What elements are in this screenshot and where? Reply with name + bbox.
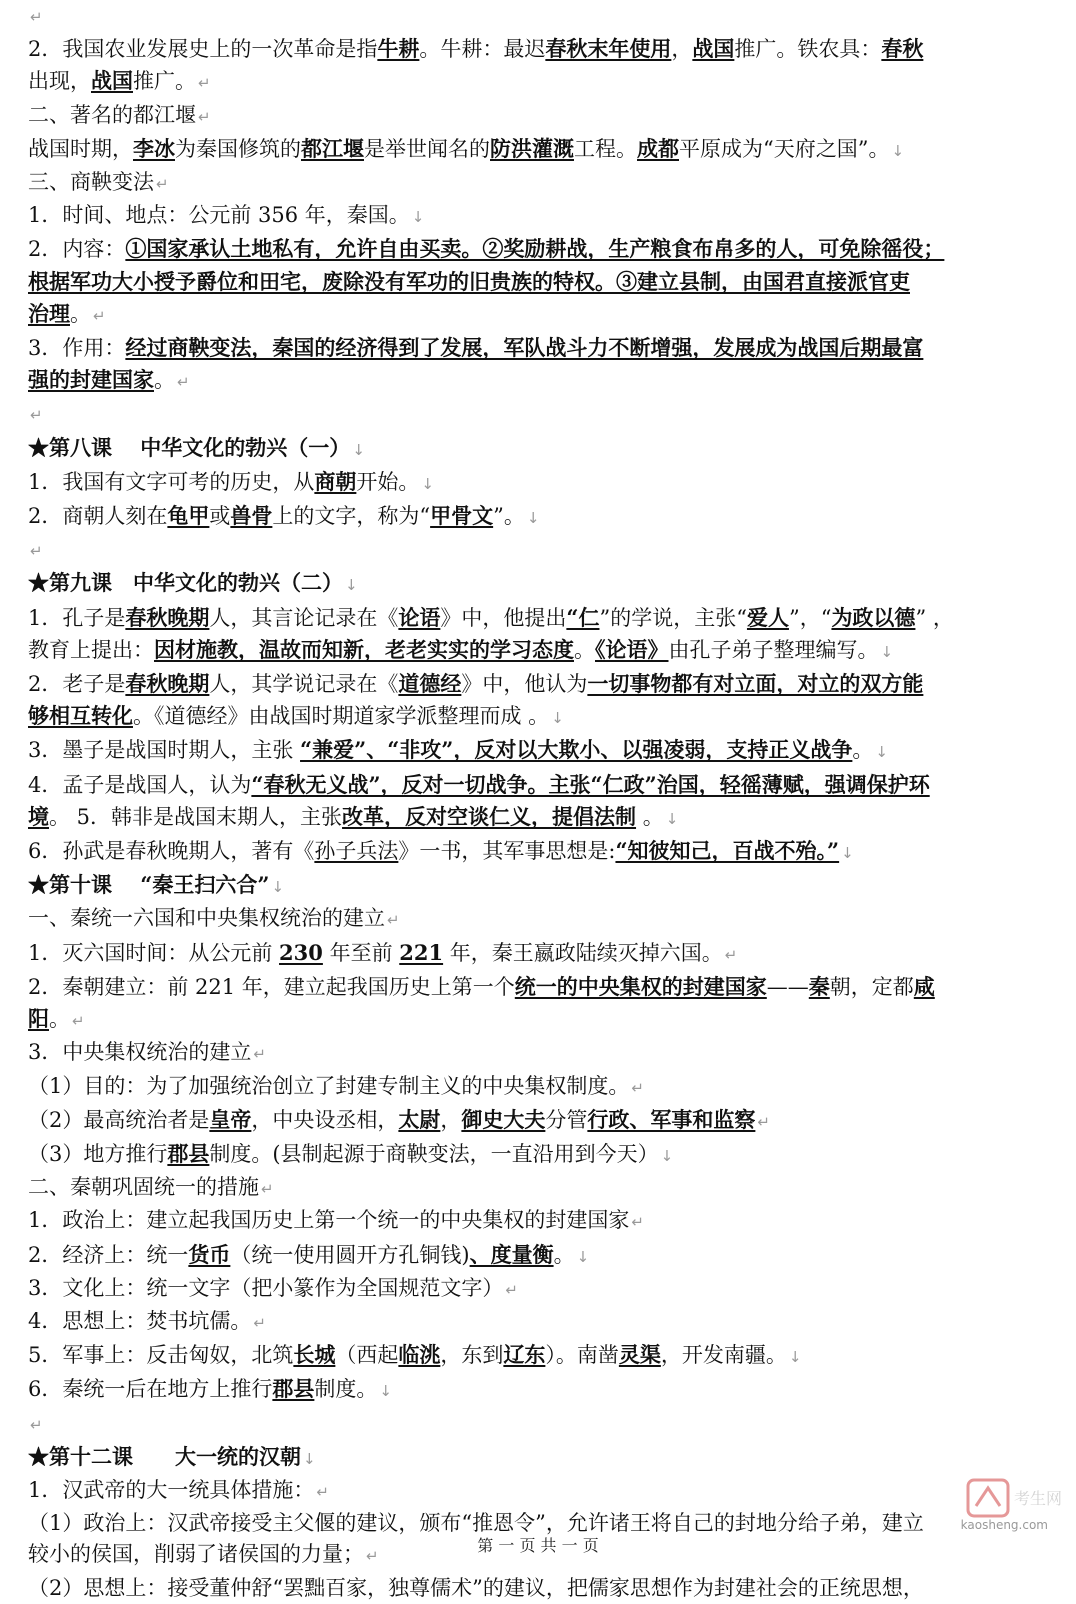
text-run: 制度。	[314, 1377, 378, 1402]
paragraph-mark: ↵	[72, 1012, 85, 1031]
text-run: 推广。	[133, 69, 196, 94]
text-run: 4．思想上：焚书坑儒。	[28, 1308, 252, 1333]
text-run: 2．内容：	[28, 237, 126, 262]
paragraph-mark: ↓	[352, 440, 365, 459]
text-line	[28, 1475, 1058, 1508]
paragraph-mark: ↵	[30, 1415, 43, 1434]
text-run: （统一使用圆开方孔铜钱)	[230, 1242, 470, 1267]
paragraph-mark: ↓	[841, 844, 854, 863]
emphasized-text: ①国家承认土地私有，允许自由买卖。②奖励耕战，生产粮食布帛多的人，可免除徭役；	[125, 236, 945, 262]
paragraph-mark: ↵	[177, 373, 190, 392]
text-run: 6．孙武是春秋晚期人，著有《	[28, 839, 315, 864]
text-line	[28, 567, 1058, 601]
emphasized-text: 防洪灌溉	[490, 135, 574, 161]
text-run: 2．商朝人刻在	[28, 504, 168, 529]
emphasized-text: 230	[279, 939, 323, 965]
text-run: 或	[209, 504, 231, 529]
text-run: 。	[49, 1007, 70, 1032]
text-run: 3．中央集权统治的建立	[28, 1040, 252, 1065]
text-line	[28, 364, 1058, 398]
text-run: 由孔子弟子整理编写。	[668, 637, 879, 662]
line-content	[28, 1074, 629, 1098]
text-run: （2）思想上：接受董仲舒“罢黜百家，独尊儒术”的建议，把儒家思想作为封建社会的正统思想，	[28, 1575, 924, 1600]
paragraph-mark: ↵	[631, 1078, 644, 1097]
line-content	[28, 773, 930, 797]
line-content	[28, 1377, 377, 1401]
paragraph-mark: ↵	[757, 1112, 770, 1131]
paragraph-mark: ↵	[253, 1045, 266, 1064]
text-run: 一、秦统一六国和中央集权统治的建立	[28, 906, 385, 931]
text-line	[28, 1239, 1058, 1273]
text-run: ”，“	[788, 605, 832, 630]
emphasized-text: 论语	[398, 604, 441, 630]
emphasized-text: 够相互转化	[28, 703, 133, 729]
emphasized-text: 御史大夫	[461, 1106, 546, 1132]
watermark-logo	[966, 1476, 1063, 1520]
paragraph-mark: ↵	[261, 1180, 274, 1199]
text-run: 。	[574, 637, 595, 662]
text-line	[28, 133, 1058, 167]
line-content	[28, 805, 664, 829]
text-line	[28, 1104, 1058, 1138]
text-line	[28, 298, 1058, 332]
text-run: 。	[553, 1242, 575, 1267]
text-run: ”。	[493, 504, 525, 529]
emphasized-text: ★第十二课 大一统的汉朝	[28, 1443, 301, 1469]
text-run: ，东到	[440, 1343, 504, 1368]
text-run: 。牛耕：最迟	[419, 37, 546, 62]
emphasized-text: 兽骨	[230, 503, 273, 529]
text-run: 二、著名的都江堰	[28, 102, 196, 127]
text-line	[28, 1071, 1058, 1104]
line-content	[28, 1343, 787, 1367]
emphasized-text: 统一的中央集权的封建国家	[514, 973, 767, 999]
line-content	[28, 1007, 70, 1031]
paragraph-mark: ↵	[253, 1313, 266, 1332]
paragraph-mark: ↵	[30, 406, 43, 425]
text-line	[28, 233, 1048, 265]
text-line	[28, 1003, 1058, 1037]
emphasized-text: 太尉	[398, 1106, 441, 1132]
emphasized-text: “知彼知己，百战不殆。”	[615, 838, 840, 864]
emphasized-text: 治理	[28, 300, 70, 326]
emphasized-text: 灵渠	[618, 1342, 661, 1368]
text-line	[28, 700, 1058, 734]
paragraph-mark: ↓	[303, 1449, 316, 1468]
emphasized-text: 秦	[808, 973, 830, 999]
emphasized-text: 爱人	[746, 604, 789, 630]
text-run: 出现，	[28, 69, 91, 94]
text-run: ，	[440, 1107, 462, 1132]
emphasized-text: 根据军功大小授予爵位和田宅，废除没有军功的旧贵族的特权。③建立县制，由国君直接派官吏	[28, 268, 910, 294]
text-run: 6．秦统一后在地方上推行	[28, 1377, 273, 1402]
line-content	[28, 1142, 659, 1166]
text-line	[28, 534, 1058, 567]
text-run: 制度。(县制起源于商鞅变法，一直沿用到今天）	[209, 1141, 659, 1166]
paragraph-mark: ↵	[724, 945, 738, 964]
paragraph-mark: ↓	[526, 509, 540, 528]
line-content	[28, 638, 879, 662]
text-line	[28, 432, 1058, 466]
text-run: 。 5．韩非是战国末期人，主张	[49, 804, 343, 829]
text-run: （2）最高统治者是	[28, 1107, 210, 1132]
emphasized-text: 一切事物都有对立面，对立的双方能	[587, 671, 924, 697]
emphasized-text: 改革，反对空谈仁义，提倡法制	[342, 803, 637, 829]
emphasized-text: “春秋无义战”，反对一切战争。主张“仁政”治国，轻徭薄赋，强调保护环	[251, 771, 930, 797]
emphasized-text: 都江堰	[301, 135, 364, 161]
paragraph-mark: ↓	[665, 809, 679, 828]
text-run: 为秦国修筑的	[175, 136, 301, 161]
emphasized-text: 春秋晚期	[125, 604, 210, 630]
text-line	[28, 971, 1048, 1003]
paragraph-mark: ↓	[551, 709, 564, 728]
text-line	[28, 668, 1048, 700]
text-line	[28, 33, 1048, 65]
line-content	[28, 1208, 629, 1232]
emphasized-text: 郡县	[272, 1376, 315, 1402]
page-footer: 第 一 页 共 一 页	[477, 1536, 599, 1555]
emphasized-text: 孙子兵法	[314, 839, 399, 864]
line-content	[28, 1445, 301, 1469]
emphasized-text: ★第十课 “秦王扫六合”	[28, 872, 270, 898]
paragraph-mark: ↓	[271, 878, 285, 897]
paragraph-mark: ↓	[379, 1382, 392, 1401]
line-content	[28, 137, 889, 161]
text-line	[28, 65, 1058, 99]
line-content	[28, 504, 525, 528]
emphasized-text: 辽东	[503, 1342, 546, 1368]
svg-text:考生网: 考生网	[1014, 1489, 1063, 1508]
line-content	[28, 1576, 924, 1600]
text-run: 5．军事上：反击匈奴，北筑	[28, 1343, 294, 1368]
emphasized-text: 为政以德	[831, 604, 916, 630]
line-content	[28, 1478, 314, 1502]
line-content	[28, 975, 935, 999]
text-run: 》中，他提出	[440, 605, 567, 630]
emphasized-text: 、度量衡	[469, 1241, 554, 1267]
text-line	[28, 937, 1058, 971]
paragraph-mark: ↓	[421, 474, 434, 493]
text-run: ，开发南疆。	[660, 1343, 787, 1368]
text-run: 1．我国有文字可考的历史，从	[28, 469, 315, 494]
text-run: （1）政治上：汉武帝接受主父偃的建议，颁布“推恩令”，允许诸王将自己的封地分给子弟，建立	[28, 1511, 924, 1536]
emphasized-text: “兼爱”、“非攻”，反对以大欺小、以强凌弱，支持正义战争	[300, 737, 853, 763]
text-run: 。	[70, 301, 91, 326]
line-content	[28, 436, 350, 460]
text-run: 2．老子是	[28, 672, 126, 697]
text-run: ）。南凿	[545, 1343, 619, 1368]
line-content	[28, 906, 385, 930]
paragraph-mark: ↓	[875, 743, 888, 762]
text-line	[28, 1037, 1058, 1070]
line-content	[28, 203, 410, 227]
paragraph-mark: ↵	[93, 306, 106, 325]
emphasized-text: 战国	[91, 68, 133, 94]
paragraph-mark: ↵	[316, 1482, 329, 1501]
text-run: 2．秦朝建立：前 221 年，建立起我国历史上第一个	[28, 974, 515, 999]
text-line	[28, 903, 1058, 936]
text-run: 教育上提出：	[28, 637, 154, 662]
emphasized-text: 临洮	[398, 1342, 441, 1368]
emphasized-text: 221	[399, 939, 444, 965]
text-line	[28, 769, 1048, 801]
line-content	[28, 672, 923, 696]
paragraph-mark: ↵	[198, 74, 211, 93]
line-content	[28, 1276, 503, 1300]
line-content	[28, 103, 196, 127]
line-content	[28, 571, 343, 595]
text-run: （3）地方推行	[28, 1141, 168, 1166]
paragraph-mark: ↓	[576, 1247, 590, 1266]
text-run: 》一书，其军事思想是:	[398, 839, 616, 864]
emphasized-text: “仁	[566, 604, 600, 630]
line-content	[28, 1309, 251, 1333]
text-run: 战国时期，	[28, 136, 133, 161]
text-line	[28, 634, 1058, 668]
text-line	[28, 0, 1058, 33]
text-line	[28, 332, 1048, 364]
emphasized-text: 春秋晚期	[125, 671, 210, 697]
paragraph-mark: ↵	[156, 175, 169, 194]
emphasized-text: 行政、军事和监察	[587, 1106, 756, 1132]
text-line	[28, 100, 1058, 133]
emphasized-text: 春秋	[881, 36, 924, 62]
text-line	[28, 1306, 1058, 1339]
line-content	[28, 839, 839, 863]
text-run: ”的学说，主张“	[599, 605, 747, 630]
text-line	[28, 1172, 1058, 1205]
line-content	[28, 704, 549, 728]
text-run: 3．墨子是战国时期人，主张	[28, 738, 301, 763]
emphasized-text: 咸	[913, 973, 935, 999]
line-content	[28, 336, 923, 360]
line-content	[28, 606, 954, 630]
text-run: 》中，他认为	[461, 672, 588, 697]
paragraph-mark: ↓	[345, 576, 358, 595]
text-line	[28, 398, 1058, 431]
text-line	[28, 167, 1058, 200]
line-content	[28, 1175, 259, 1199]
emphasized-text: 郡县	[167, 1140, 210, 1166]
text-run: 人，其学说记录在《	[209, 672, 399, 697]
line-content	[28, 270, 910, 294]
emphasized-text: 道德经	[398, 671, 462, 697]
emphasized-text: 《论语》	[595, 636, 669, 662]
line-content	[28, 368, 175, 392]
emphasized-text: 因材施教，温故而知新，老老实实的学习态度	[154, 636, 574, 662]
line-content	[28, 470, 419, 494]
text-run: 上的文字，称为“	[272, 504, 431, 529]
paragraph-mark: ↵	[366, 1547, 379, 1566]
text-run: ，	[671, 37, 693, 62]
text-run: （西起	[335, 1343, 399, 1368]
text-run: 1．汉武帝的大一统具体措施：	[28, 1477, 315, 1502]
emphasized-text: 长城	[293, 1342, 336, 1368]
line-content	[28, 941, 723, 965]
emphasized-text: 成都	[637, 135, 679, 161]
text-line	[28, 1408, 1058, 1441]
text-run: 二、秦朝巩固统一的措施	[28, 1175, 259, 1200]
text-run: 是举世闻名的	[364, 136, 490, 161]
line-content	[28, 1243, 575, 1267]
text-line	[28, 835, 1058, 869]
paragraph-mark: ↵	[505, 1280, 518, 1299]
text-run: 分管	[545, 1107, 588, 1132]
text-line	[28, 869, 1058, 903]
text-line	[28, 1205, 1058, 1238]
text-line	[28, 1273, 1058, 1306]
text-run: 1．时间、地点：公元前 356 年，秦国。	[28, 203, 410, 228]
emphasized-text: 境	[28, 803, 49, 829]
text-run: 1．孔子是	[28, 605, 126, 630]
text-line	[28, 1441, 1058, 1475]
text-run: 2．经济上：统一	[28, 1242, 189, 1267]
emphasized-text: 春秋末年使用	[545, 36, 672, 62]
paragraph-mark: ↓	[880, 642, 894, 661]
text-run: 开始。	[356, 469, 420, 494]
text-run: 。	[852, 738, 874, 763]
emphasized-text: 阳	[28, 1006, 49, 1032]
emphasized-text: 龟甲	[167, 503, 210, 529]
text-run: 2．我国农业发展史上的一次革命是指	[28, 37, 378, 62]
emphasized-text: 皇帝	[209, 1106, 252, 1132]
text-line	[28, 266, 1048, 298]
text-run: 较小的侯国，削弱了诸侯国的力量；	[28, 1542, 364, 1567]
line-content	[28, 237, 944, 261]
paragraph-mark: ↓	[788, 1348, 802, 1367]
line-content	[28, 37, 923, 61]
text-line	[28, 1573, 1048, 1604]
text-line	[28, 602, 1048, 634]
text-run: 年至前	[322, 940, 400, 965]
text-run: 。	[636, 804, 664, 829]
text-line	[28, 1373, 1058, 1407]
line-content	[28, 302, 91, 326]
document-page	[28, 0, 1058, 1604]
emphasized-text: 货币	[188, 1241, 231, 1267]
paragraph-mark: ↓	[891, 141, 905, 160]
text-line	[28, 466, 1058, 500]
line-content	[28, 1511, 924, 1535]
text-run: ，中央设丞相，	[251, 1107, 399, 1132]
emphasized-text: ★第八课 中华文化的勃兴（一）	[28, 434, 351, 460]
text-run: 朝，定都	[829, 974, 914, 999]
text-run: ——	[766, 974, 809, 999]
watermark-text: kaosheng.com	[960, 1518, 1048, 1532]
line-content	[28, 873, 269, 897]
text-line	[28, 1339, 1058, 1373]
text-line	[28, 1138, 1058, 1172]
text-line	[28, 734, 1058, 768]
emphasized-text: 甲骨文	[430, 503, 494, 529]
text-run: 3．文化上：统一文字（把小篆作为全国规范文字）	[28, 1275, 504, 1300]
emphasized-text: ★第九课 中华文化的勃兴（二）	[28, 570, 343, 596]
emphasized-text: 战国	[692, 36, 735, 62]
text-run: 人，其言论记录在《	[209, 605, 399, 630]
emphasized-text: 李冰	[133, 135, 175, 161]
line-content	[28, 170, 154, 194]
emphasized-text: 强的封建国家	[28, 367, 154, 393]
paragraph-mark: ↓	[660, 1146, 674, 1165]
line-content	[28, 1108, 755, 1132]
text-run: 4．孟子是战国人，认为	[28, 772, 252, 797]
text-run: 平原成为“天府之国”。	[679, 136, 890, 161]
paragraph-mark: ↵	[387, 911, 400, 930]
text-line	[28, 500, 1058, 534]
line-content	[28, 69, 196, 93]
text-line	[28, 200, 1058, 233]
text-run: 3．作用：	[28, 336, 126, 361]
paragraph-mark: ↵	[30, 8, 43, 26]
paragraph-mark: ↓	[411, 208, 425, 227]
paragraph-mark: ↵	[631, 1213, 644, 1232]
text-line	[28, 801, 1058, 835]
line-content	[28, 1040, 251, 1064]
text-run: 三、商鞅变法	[28, 170, 154, 195]
text-run: 。	[154, 368, 175, 393]
paragraph-mark: ↵	[30, 542, 43, 561]
text-run: 1．政治上：建立起我国历史上第一个统一的中央集权的封建国家	[28, 1208, 630, 1233]
text-run: 1．灭六国时间：从公元前	[28, 940, 280, 965]
emphasized-text: 牛耕	[377, 36, 420, 62]
text-run: ” ，	[915, 605, 954, 630]
text-run: 年，秦王嬴政陆续灭掉六国。	[443, 940, 723, 965]
text-run: （1）目的：为了加强统治创立了封建专制主义的中央集权制度。	[28, 1073, 630, 1098]
line-content	[28, 738, 873, 762]
text-run: 工程。	[574, 136, 637, 161]
emphasized-text: 经过商鞅变法，秦国的经济得到了发展，军队战斗力不断增强，发展成为战国后期最富	[125, 335, 924, 361]
paragraph-mark: ↵	[198, 107, 211, 126]
text-run: 推广。铁农具：	[734, 37, 882, 62]
emphasized-text: 商朝	[314, 468, 357, 494]
text-run: 。《道德经》由战国时期道家学派整理而成 。	[133, 704, 550, 729]
